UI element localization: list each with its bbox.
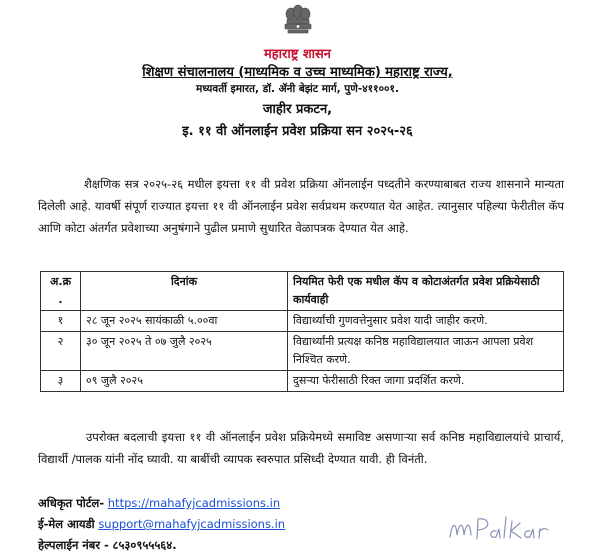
government-title: महाराष्ट्र शासन bbox=[263, 47, 332, 62]
row-serial: २ bbox=[41, 332, 81, 371]
portal-link[interactable]: https://mahafyjcadmissions.in bbox=[107, 496, 281, 510]
row-date: २८ जून २०२५ सायंकाळी ५.००वा bbox=[81, 311, 288, 332]
helpline-line bbox=[38, 538, 177, 553]
row-date: ०९ जुलै २०२५ bbox=[81, 371, 288, 392]
row-action: विद्यार्थ्यांची गुणवत्तेनुसार प्रवेश यादी जाहीर करणे. bbox=[288, 311, 564, 332]
directorate-address: मध्यवर्ती इमारत, डॉ. ॲनी बेझंट मार्ग, पुणे-४११००१. bbox=[196, 83, 399, 95]
signature bbox=[444, 511, 574, 545]
row-serial: ३ bbox=[41, 371, 81, 392]
col-header-date: दिनांक bbox=[81, 272, 288, 311]
portal-line bbox=[38, 496, 280, 511]
helpline-label: हेल्पलाईन नंबर - bbox=[38, 538, 109, 552]
table-row bbox=[41, 371, 564, 392]
row-action: दुसऱ्या फेरीसाठी रिक्त जागा प्रदर्शित करणे. bbox=[288, 371, 564, 392]
row-action: विद्यार्थ्यांनी प्रत्यक्ष कनिष्ठ महाविद्यालयात जाऊन आपला प्रवेश निश्चित करणे. bbox=[288, 332, 564, 371]
table-row bbox=[41, 311, 564, 332]
directorate-title: शिक्षण संचालनालय (माध्यमिक व उच्च माध्यमिक) महाराष्ट्र राज्य, bbox=[142, 65, 453, 80]
intro-paragraph: शैक्षणिक सत्र २०२५-२६ मधील इयत्ता ११ वी प्रवेश प्रक्रिया ऑनलाईन पध्दतीने करण्याबाबत राज्य शासनाने मान्यता दिलेली आहे. यावर्षी संपूर्ण राज्यात इयत्ता ११ वी ऑनलाईन प्रवेश सर्वप्रथम करण्यात येत आहेत. त्यानुसार पहिल्या फेरीतील कॅप आणि कोटा अंतर्गत प्रवेशाच्या अनुषंगाने पुढील प्रमाणे सुधारित वेळापत्रक देण्यात येत आहे. bbox=[38, 177, 564, 235]
notice-heading: जाहीर प्रकटन, bbox=[262, 102, 333, 117]
portal-label: अधिकृत पोर्टल- bbox=[38, 496, 105, 510]
col-header-serial: अ.क्र . bbox=[41, 272, 81, 311]
email-line bbox=[38, 517, 285, 532]
email-label: ई-मेल आयडी bbox=[38, 517, 95, 531]
row-serial: १ bbox=[41, 311, 81, 332]
email-link[interactable]: support@mahafyjcadmissions.in bbox=[98, 517, 286, 531]
helpline-number: ८५३०९५५५६४. bbox=[112, 538, 177, 552]
col-header-action: नियमित फेरी एक मधील कॅप व कोटाअंतर्गत प्रवेश प्रक्रियेसाठी कार्यवाही bbox=[288, 272, 564, 311]
table-row bbox=[41, 332, 564, 371]
table-header-row bbox=[41, 272, 564, 311]
notice-subject: इ. ११ वी ऑनलाईन प्रवेश प्रक्रिया सन २०२५-२६ bbox=[182, 124, 413, 139]
closing-paragraph: उपरोक्त बदलाची इयत्ता ११ वी ऑनलाईन प्रवेश प्रक्रियेमध्ये समाविष्ट असणाऱ्या सर्व कनिष्ठ महाविद्यालयांचे प्राचार्य, विद्यार्थी /पालक यांनी नोंद घ्यावी. या बाबींची व्यापक स्वरुपात प्रसिध्दी देण्यात यावी. ही विनंती. bbox=[38, 430, 564, 466]
row-date: ३० जून २०२५ ते ०७ जुलै २०२५ bbox=[81, 332, 288, 371]
state-emblem-icon bbox=[278, 4, 318, 38]
schedule-table bbox=[40, 271, 564, 392]
